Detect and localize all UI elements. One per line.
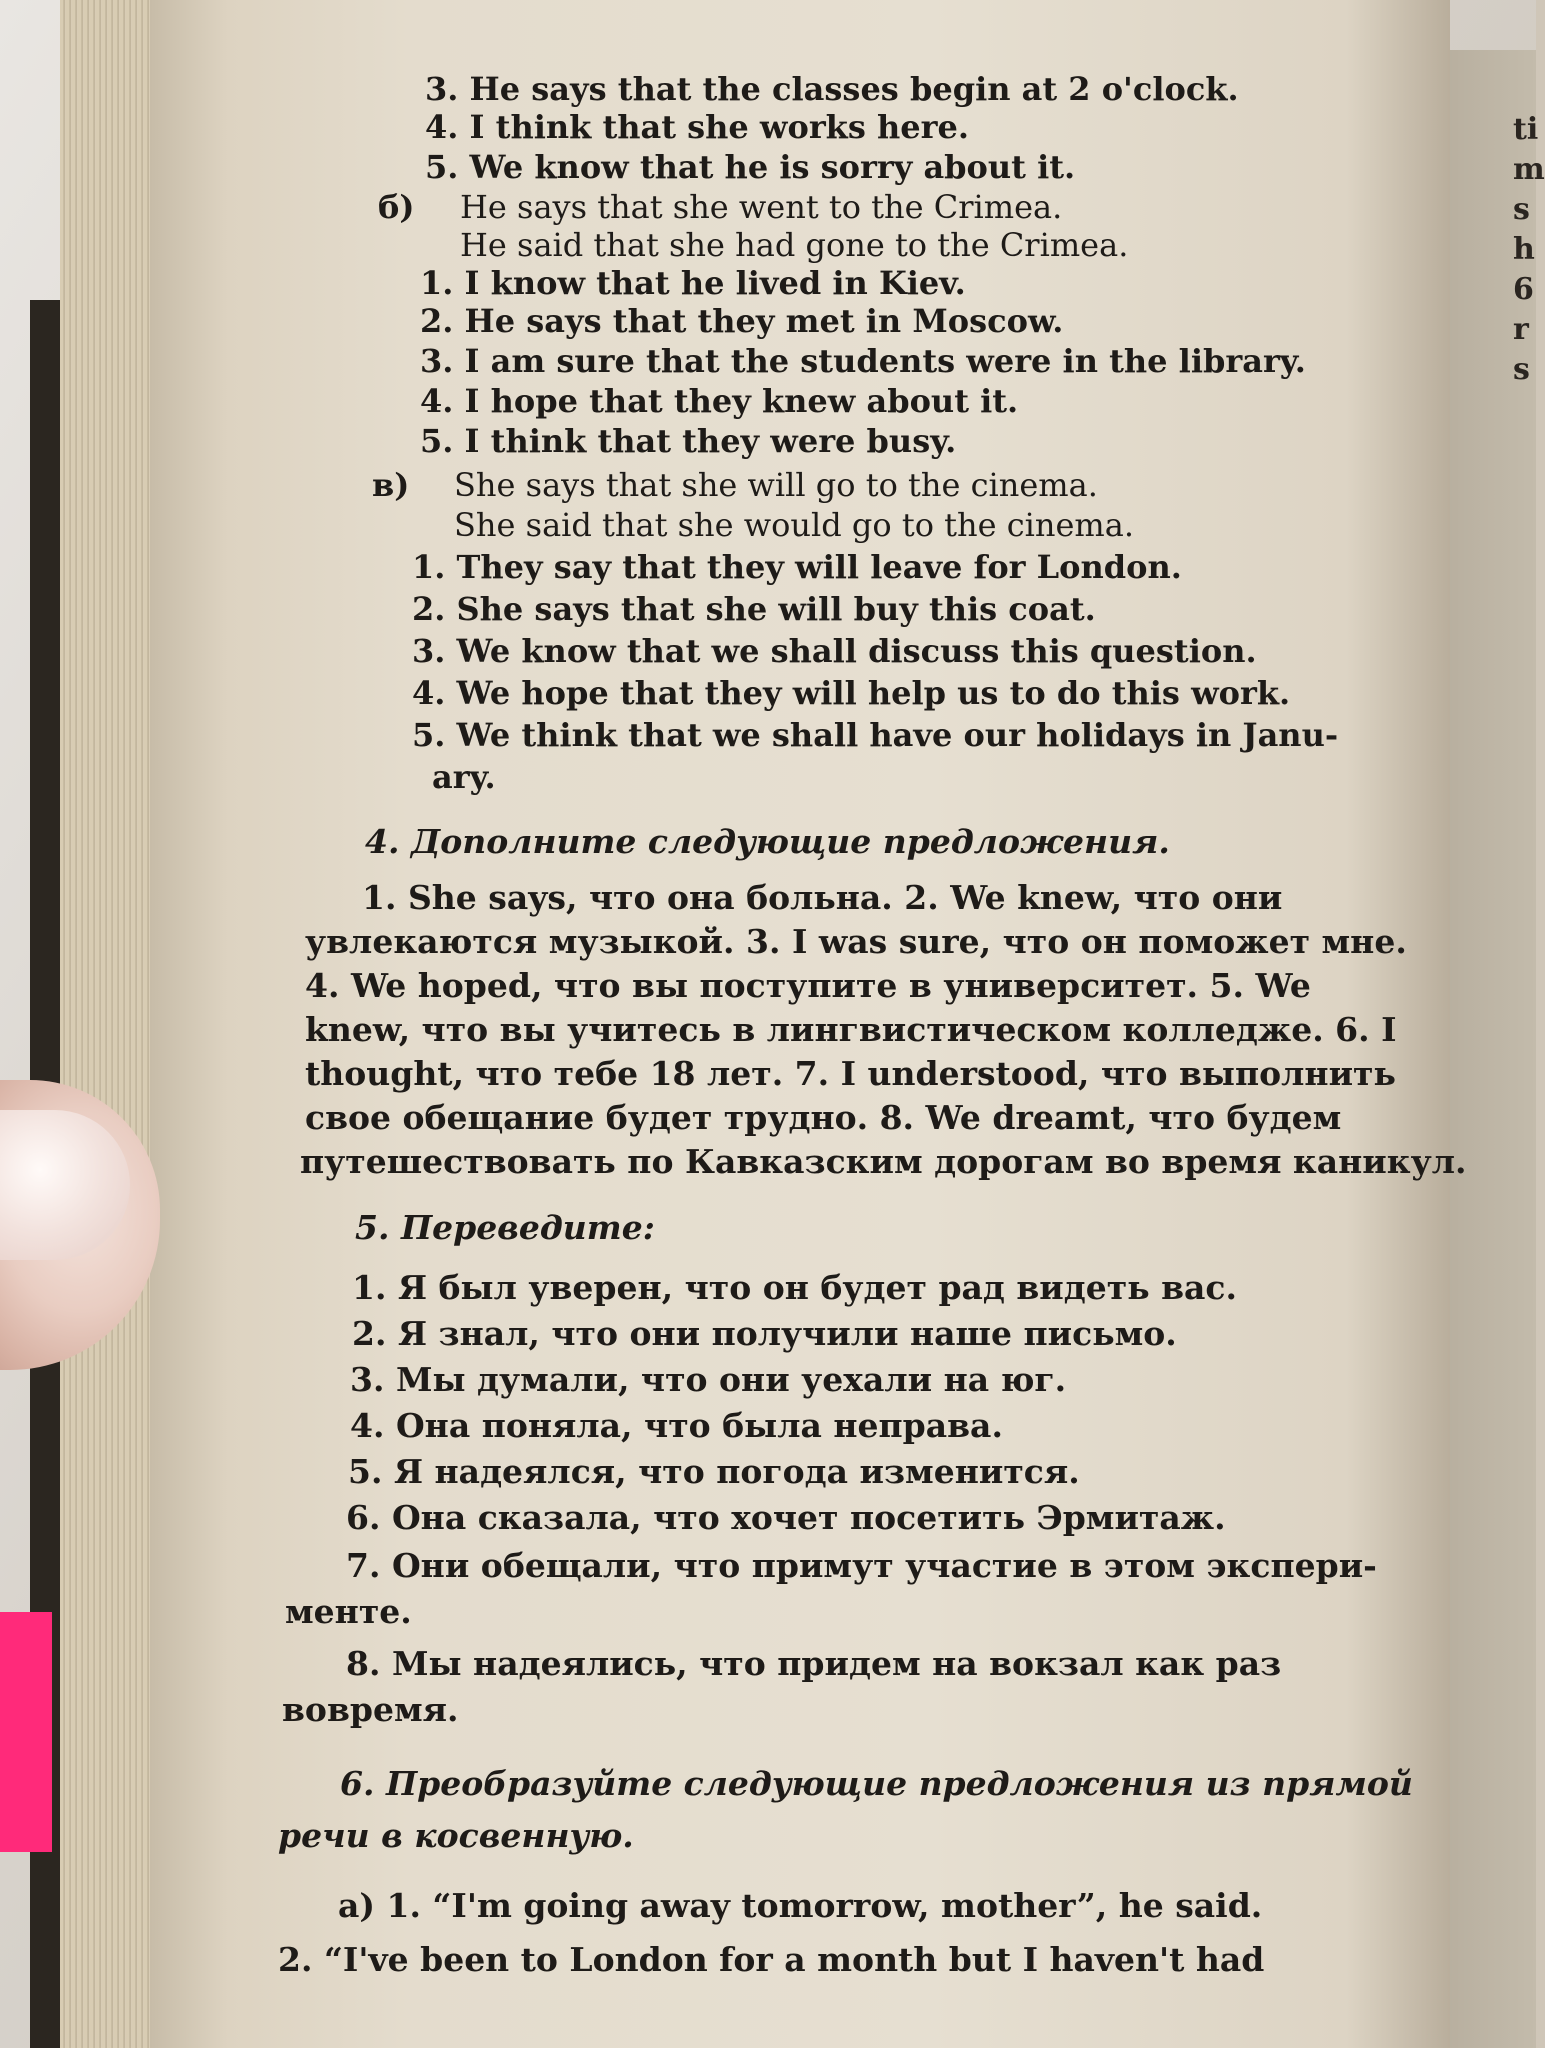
- paragraph-line: менте.: [285, 1592, 412, 1631]
- list-item: 1. They say that they will leave for London.: [412, 548, 1182, 586]
- paragraph-line: 2. Я знал, что они получили наше письмо.: [352, 1314, 1177, 1353]
- paragraph-line: свое обещание будет трудно. 8. We dreamt, что будем: [305, 1098, 1342, 1137]
- paragraph-line: knew, что вы учитесь в лингвистическом колледже. 6. I: [305, 1010, 1397, 1049]
- list-item: 3. He says that the classes begin at 2 o'clock.: [425, 70, 1239, 108]
- paragraph-line: 5. Я надеялся, что погода изменится.: [348, 1452, 1080, 1491]
- next-page-fragment: s: [1513, 192, 1530, 227]
- paragraph-line: а) 1. “I'm going away tomorrow, mother”, he said.: [338, 1886, 1263, 1925]
- example-line: He says that she went to the Crimea.: [460, 188, 1063, 226]
- list-item: ary.: [432, 758, 496, 796]
- paragraph-line: 4. Она поняла, что была неправа.: [350, 1406, 1003, 1445]
- paragraph-line: 4. We hoped, что вы поступите в университет. 5. We: [305, 966, 1311, 1005]
- list-item: 5. I think that they were busy.: [420, 422, 957, 460]
- paragraph-line: 7. Они обещали, что примут участие в этом экспери-: [346, 1546, 1377, 1585]
- exercise-heading: речи в косвенную.: [278, 1816, 634, 1855]
- paragraph-line: 1. Я был уверен, что он будет рад видеть вас.: [352, 1268, 1238, 1307]
- next-page-fragment: m: [1513, 152, 1545, 187]
- list-item: 1. I know that he lived in Kiev.: [420, 264, 966, 302]
- exercise-heading: 6. Преобразуйте следующие предложения из прямой: [340, 1764, 1413, 1803]
- next-page-fragment: s: [1513, 352, 1530, 387]
- next-page-fragment: h: [1513, 232, 1535, 267]
- list-item: 2. She says that she will buy this coat.: [412, 590, 1096, 628]
- paragraph-line: вовремя.: [282, 1690, 459, 1729]
- paragraph-line: путешествовать по Кавказским дорогам во время каникул.: [300, 1142, 1467, 1181]
- next-page-fragment: r: [1513, 312, 1529, 347]
- list-item: 3. I am sure that the students were in the library.: [420, 342, 1306, 380]
- list-item: 4. I hope that they knew about it.: [420, 382, 1019, 420]
- list-item: 4. I think that she works here.: [425, 108, 969, 146]
- list-item: 2. He says that they met in Moscow.: [420, 302, 1064, 340]
- section-label: в): [372, 466, 410, 504]
- list-item: 5. We think that we shall have our holidays in Janu-: [412, 716, 1339, 754]
- next-page-fragment: ti: [1513, 112, 1539, 147]
- example-line: She says that she will go to the cinema.: [454, 466, 1098, 504]
- example-line: She said that she would go to the cinema.: [454, 506, 1134, 544]
- paragraph-line: 2. “I've been to London for a month but I haven't had: [278, 1940, 1265, 1979]
- paragraph-line: 6. Она сказала, что хочет посетить Эрмитаж.: [346, 1498, 1226, 1537]
- paragraph-line: 8. Мы надеялись, что придем на вокзал как раз: [346, 1644, 1282, 1683]
- paragraph-line: 3. Мы думали, что они уехали на юг.: [350, 1360, 1067, 1399]
- list-item: 3. We know that we shall discuss this question.: [412, 632, 1257, 670]
- list-item: 5. We know that he is sorry about it.: [425, 148, 1076, 186]
- paragraph-line: увлекаются музыкой. 3. I was sure, что он поможет мне.: [305, 922, 1407, 961]
- paragraph-line: thought, что тебе 18 лет. 7. I understood, что выполнить: [305, 1054, 1396, 1093]
- section-label: б): [378, 188, 415, 226]
- paragraph-line: 1. She says, что она больна. 2. We knew, что они: [362, 878, 1283, 917]
- list-item: 4. We hope that they will help us to do this work.: [412, 674, 1291, 712]
- exercise-heading: 5. Переведите:: [355, 1208, 655, 1247]
- next-page-fragment: 6: [1513, 272, 1534, 307]
- exercise-heading: 4. Дополните следующие предложения.: [365, 822, 1170, 861]
- example-line: He said that she had gone to the Crimea.: [460, 226, 1129, 264]
- pink-sticky-note: [0, 1612, 52, 1852]
